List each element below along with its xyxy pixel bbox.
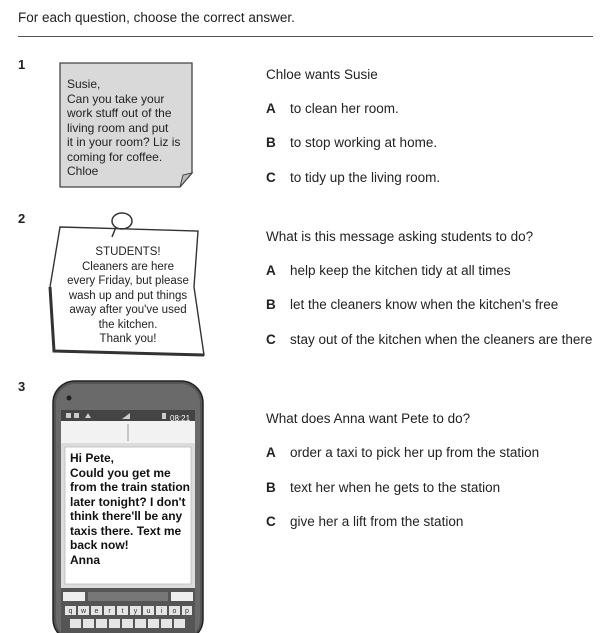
key-i[interactable]: i — [160, 608, 163, 615]
key-t[interactable]: t — [121, 608, 124, 615]
key-w[interactable]: w — [80, 608, 87, 615]
notification-icon — [66, 413, 71, 418]
question-2-option-c[interactable]: C stay out of the kitchen when the cleaners are there — [266, 332, 593, 347]
note-1-text: Susie, Can you take your work stuff out of the living room and put it in your room? Liz is coming for coffee. Chloe — [67, 77, 181, 178]
question-1-option-c[interactable]: C to tidy up the living room. — [266, 170, 441, 185]
question-1-option-a[interactable]: A to clean her room. — [266, 101, 399, 116]
instructions: For each question, choose the correct answer. — [18, 10, 295, 25]
question-3-stem: What does Anna want Pete to do? — [266, 411, 471, 426]
question-2-number: 2 — [18, 211, 26, 226]
question-3-number: 3 — [18, 379, 26, 394]
phone-message-text: Hi Pete, Could you get me from the train station later tonight? I don't think there'll be any taxis there. Text me back now! Anna — [70, 451, 191, 567]
status-time: 08:21 — [170, 414, 191, 423]
question-1-option-b[interactable]: B to stop working at home. — [266, 135, 438, 150]
key-r[interactable]: r — [108, 608, 111, 615]
question-3-option-a[interactable]: A order a taxi to pick her up from the station — [266, 445, 540, 460]
key-y[interactable]: y — [133, 608, 138, 615]
mail-icon — [74, 413, 79, 418]
question-3-phone — [52, 380, 204, 633]
note-2-text: STUDENTS! Cleaners are here every Friday, but please wash up and put things away after you've used the kitchen. Thank you! — [67, 246, 189, 345]
question-2-option-a[interactable]: A help keep the kitchen tidy at all times — [266, 263, 511, 278]
question-3-option-c[interactable]: C give her a lift from the station — [266, 514, 464, 529]
key-p[interactable]: p — [185, 608, 189, 615]
divider — [18, 36, 593, 37]
question-1-note — [58, 61, 194, 189]
key-e[interactable]: e — [94, 608, 99, 615]
question-1-stem: Chloe wants Susie — [266, 67, 378, 82]
key-u[interactable]: u — [146, 608, 151, 615]
question-3-option-b[interactable]: B text her when he gets to the station — [266, 480, 501, 495]
question-2-stem: What is this message asking students to do? — [266, 229, 534, 244]
key-q[interactable]: q — [68, 608, 73, 615]
battery-icon — [162, 413, 166, 419]
question-2-note — [48, 209, 210, 357]
key-o[interactable]: o — [172, 608, 177, 615]
question-1-number: 1 — [18, 57, 26, 72]
question-2-option-b[interactable]: B let the cleaners know when the kitchen's free — [266, 297, 559, 312]
